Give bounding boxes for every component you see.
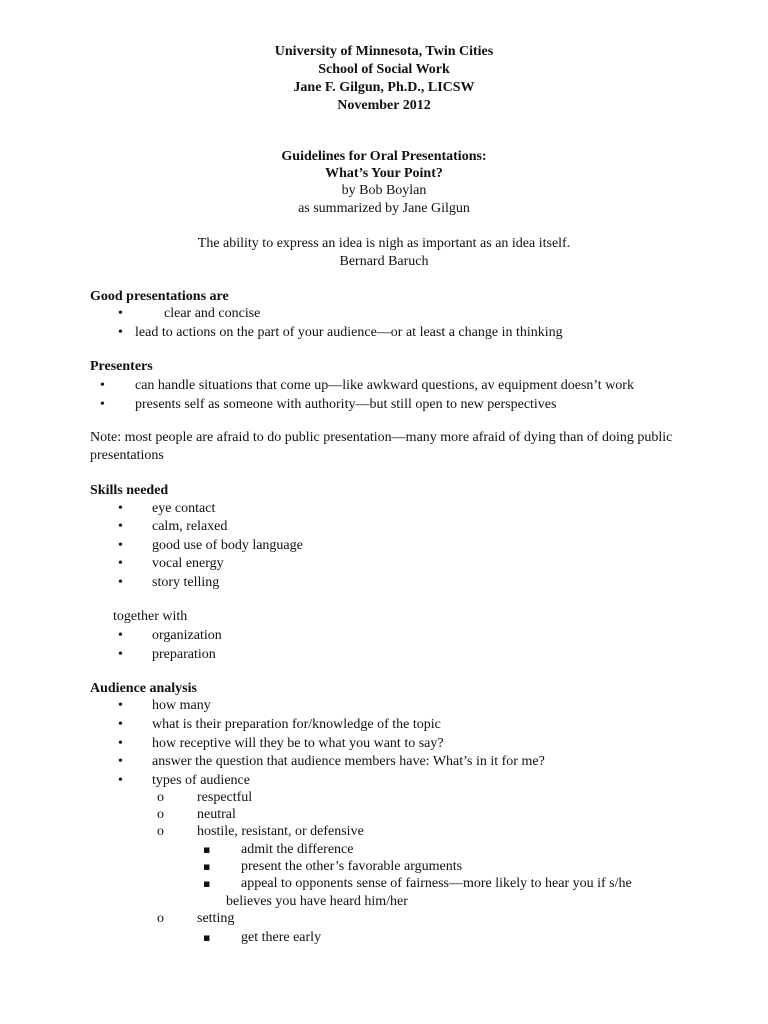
square-marker: ▪ bbox=[203, 860, 211, 873]
list-item-text: preparation bbox=[152, 647, 216, 662]
presenters-item bbox=[0, 396, 768, 414]
circle-marker: o bbox=[157, 911, 164, 926]
school-name: School of Social Work bbox=[318, 62, 450, 77]
bullet-marker: • bbox=[118, 754, 123, 769]
title-summary-credit: as summarized by Jane Gilgun bbox=[298, 201, 470, 216]
circle-marker: o bbox=[157, 824, 164, 839]
audience-type-item bbox=[0, 910, 768, 928]
list-item-text: get there early bbox=[241, 930, 322, 945]
list-item-text: presents self as someone with authority—but still open to new perspectives bbox=[135, 397, 557, 412]
presenters-heading: Presenters bbox=[90, 359, 153, 374]
list-item-text: admit the difference bbox=[241, 842, 354, 857]
audience-item bbox=[0, 716, 768, 734]
square-marker: ▪ bbox=[203, 931, 211, 944]
audience-tactic-item bbox=[0, 841, 768, 859]
list-item-text: organization bbox=[152, 628, 222, 643]
audience-type-item bbox=[0, 789, 768, 807]
bullet-marker: • bbox=[118, 556, 123, 571]
list-item-text: eye contact bbox=[152, 501, 216, 516]
list-item-text: how many bbox=[152, 698, 211, 713]
list-item-text: can handle situations that come up—like awkward questions, av equipment doesn’t work bbox=[135, 378, 634, 393]
circle-marker: o bbox=[157, 807, 164, 822]
together-item bbox=[0, 646, 768, 664]
institution-name: University of Minnesota, Twin Cities bbox=[274, 44, 494, 59]
list-item-text: good use of body language bbox=[152, 538, 303, 553]
epigraph-attribution: Bernard Baruch bbox=[339, 254, 429, 269]
bullet-marker: • bbox=[118, 647, 123, 662]
list-item-text: answer the question that audience members have: What’s in it for me? bbox=[152, 754, 545, 769]
circle-marker: o bbox=[157, 790, 164, 805]
skills-heading: Skills needed bbox=[90, 483, 169, 498]
audience-item bbox=[0, 697, 768, 715]
bullet-marker: • bbox=[118, 628, 123, 643]
bullet-marker: • bbox=[118, 519, 123, 534]
bullet-marker: • bbox=[118, 306, 123, 321]
together-with-label: together with bbox=[113, 609, 188, 624]
list-item-text: what is their preparation for/knowledge of the topic bbox=[152, 717, 441, 732]
title-line-1: Guidelines for Oral Presentations: bbox=[281, 149, 487, 164]
list-item-text: hostile, resistant, or defensive bbox=[197, 824, 364, 839]
list-item-text: story telling bbox=[152, 575, 220, 590]
together-item bbox=[0, 627, 768, 645]
audience-type-item bbox=[0, 806, 768, 824]
audience-tactic-item bbox=[0, 929, 768, 947]
skills-item bbox=[0, 500, 768, 518]
list-item-text: types of audience bbox=[152, 773, 250, 788]
bullet-marker: • bbox=[100, 397, 105, 412]
square-marker: ▪ bbox=[203, 877, 211, 890]
document-date: November 2012 bbox=[337, 98, 431, 113]
bullet-marker: • bbox=[118, 538, 123, 553]
presenters-item bbox=[0, 377, 768, 395]
list-item-text: lead to actions on the part of your audience—or at least a change in thinking bbox=[135, 325, 563, 340]
list-item-text: neutral bbox=[197, 807, 236, 822]
audience-item bbox=[0, 753, 768, 771]
bullet-marker: • bbox=[118, 501, 123, 516]
bullet-marker: • bbox=[118, 717, 123, 732]
audience-item bbox=[0, 735, 768, 753]
list-item-text: vocal energy bbox=[152, 556, 224, 571]
list-item-text: respectful bbox=[197, 790, 253, 805]
bullet-marker: • bbox=[118, 575, 123, 590]
note-paragraph: Note: most people are afraid to do public presentation—many more afraid of dying than of doing public presentations bbox=[90, 430, 673, 463]
author-name: Jane F. Gilgun, Ph.D., LICSW bbox=[293, 80, 475, 95]
bullet-marker: • bbox=[118, 773, 123, 788]
good-presentations-heading: Good presentations are bbox=[90, 289, 229, 304]
list-item-text: present the other’s favorable arguments bbox=[241, 859, 463, 874]
bullet-marker: • bbox=[118, 325, 123, 340]
list-item-text: appeal to opponents sense of fairness—more likely to hear you if s/he believes you have heard him/her bbox=[226, 876, 632, 909]
list-item-text: clear and concise bbox=[164, 306, 261, 321]
skills-item bbox=[0, 574, 768, 592]
audience-heading: Audience analysis bbox=[90, 681, 197, 696]
skills-item bbox=[0, 537, 768, 555]
audience-tactic-item bbox=[0, 875, 768, 911]
audience-tactic-item bbox=[0, 858, 768, 876]
skills-item bbox=[0, 555, 768, 573]
list-item-text: how receptive will they be to what you want to say? bbox=[152, 736, 444, 751]
bullet-marker: • bbox=[118, 698, 123, 713]
audience-type-item bbox=[0, 823, 768, 841]
audience-item bbox=[0, 772, 768, 790]
list-item-text: setting bbox=[197, 911, 235, 926]
bullet-marker: • bbox=[100, 378, 105, 393]
epigraph-quote: The ability to express an idea is nigh as important as an idea itself. bbox=[197, 236, 571, 251]
list-item-text: calm, relaxed bbox=[152, 519, 228, 534]
title-line-2: What’s Your Point? bbox=[325, 166, 443, 181]
bullet-marker: • bbox=[118, 736, 123, 751]
skills-item bbox=[0, 518, 768, 536]
good-presentations-item bbox=[0, 305, 768, 323]
good-presentations-item bbox=[0, 324, 768, 342]
square-marker: ▪ bbox=[203, 843, 211, 856]
title-byline: by Bob Boylan bbox=[341, 183, 427, 198]
